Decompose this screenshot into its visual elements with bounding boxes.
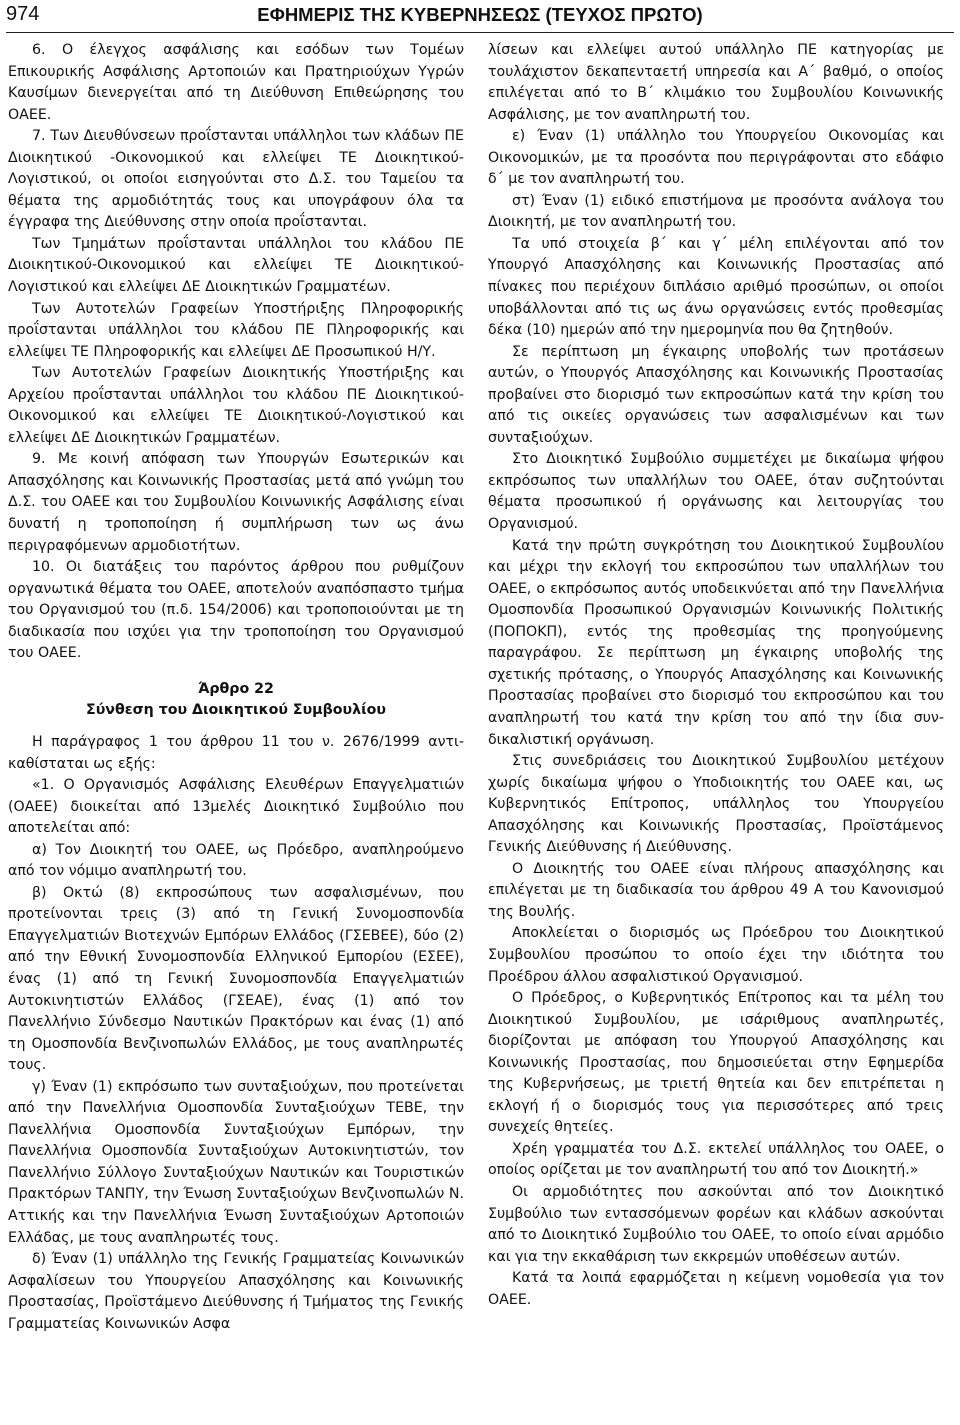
paragraph: Χρέη γραμματέα του Δ.Σ. εκτελεί υπάλληλος του ΟΑΕΕ, ο οποίος ορίζεται με τον αναπληρωτή του από τον Διοικητή.» [488, 1140, 944, 1179]
paragraph: Σε περίπτωση μη έγκαιρης υποβολής των προτάσεων αυτών, ο Υπουργός Απασχόλησης και Κοινωνικής Προστασίας προβαίνει στο διορισμό των εκπροσώπων κατά την κρίση του από τις οικείες οργανώσεις των ασφαλισμένων και των συνταξιούχων. [488, 343, 944, 446]
paragraph: δ) Έναν (1) υπάλληλο της Γενικής Γραμματείας Κοινωνικών Ασφαλίσεων του Υπουργείου Απασχόλησης και Κοινωνικής Προστασίας, Προϊστάμενο Διεύθυνσης ή Τμήματος της Γενικής Γραμματείας Κοινωνικών Ασφα [8, 1251, 464, 1332]
paragraph: 7. Των Διευθύνσεων προΐστανται υπάλληλοι των κλάδων ΠΕ Διοικητικού -Οικονομικού και ελλείψει ΤΕ Διοικητικού-Λογιστικού, οι οποίοι εισηγούνται στο Δ.Σ. του Ταμείου τα θέματα της αρμοδιότητάς τους και υπογράφουν όλα τα έγγραφα της Διεύθυνσης στην οποία προΐστανται. [8, 128, 464, 231]
paragraph: Ο Πρόεδρος, ο Κυβερνητικός Επίτροπος και τα μέλη του Διοικητικού Συμβουλίου, με ισάριθμους αναπληρωτές, διορίζονται με απόφαση του Υπουργού Απασχόλησης και Κοινωνικής Προστασίας, που δημοσιεύεται στην Εφημερίδα της Κυβερνήσεως, με τριετή θητεία και δεν επιτρέπεται η εκλογή ή ο διορισμός τους για περισσότερες από τρεις συνεχείς θητείες. [488, 990, 944, 1136]
paragraph: 10. Οι διατάξεις του παρόντος άρθρου που ρυθμίζουν οργανωτικά θέματα του ΟΑΕΕ, αποτελούν αναπόσπαστο τμήμα του Οργανισμού του (π.δ. 154/2006) και τροποποιούνται με τη διαδικασία που ισχύει για την τροποποίηση του Οργανισμού του ΟΑΕΕ. [8, 559, 464, 662]
paragraph: Αποκλείεται ο διορισμός ως Πρόεδρου του Διοικητικού Συμβουλίου προσώπου το οποίο έχει την ιδιότητα του Προέδρου άλλου ασφαλιστικού Οργανισμού. [488, 925, 944, 985]
page-header [6, 0, 954, 33]
paragraph: 9. Με κοινή απόφαση των Υπουργών Εσωτερικών και Απασχόλησης και Κοινωνικής Προστασίας μετά από γνώμη του Δ.Σ. του ΟΑΕΕ και του Συμβουλίου Κοινωνικής Ασφάλισης είναι δυνατή η τροποποίηση ή συμπλήρωση των ως άνω περιγραφόμενων αρμοδιοτήτων. [8, 451, 464, 554]
paragraph: λίσεων και ελλείψει αυτού υπάλληλο ΠΕ κατηγορίας με τουλάχιστον δεκαπενταετή υπηρεσία και Α΄ βαθμό, ο οποίος επιλέγεται από το Β΄ κλιμάκιο του Συμβουλίου Κοινωνικής Ασφάλισης, με τον αναπληρωτή του. [488, 42, 944, 123]
paragraph: Στο Διοικητικό Συμβούλιο συμμετέχει με δικαίωμα ψήφου εκπρόσωπος των υπαλλήλων του ΟΑΕΕ, όταν συζητούνται θέματα προσωπικού ή οργάνωσης και λειτουργίας του Οργανισμού. [488, 451, 944, 533]
article-number: Άρθρο 22 [198, 680, 274, 697]
paragraph: Οι αρμοδιότητες που ασκούνται από τον Διοικητικό Συμβούλιο των εντασσόμενων φορέων και κλάδων ασκούνται από το Διοικητικό Συμβούλιο του ΟΑΕΕ, το οποίο είναι αρμόδιο και για την εκκαθάριση των εκκρεμών υποθέσεων αυτών. [488, 1183, 944, 1265]
paragraph: «1. Ο Οργανισμός Ασφάλισης Ελευθέρων Επαγγελματιών (ΟΑΕΕ) διοικείται από 13μελές Διοικητικό Συμβούλιο που αποτελείται από: [8, 777, 464, 837]
paragraph: β) Οκτώ (8) εκπροσώπους των ασφαλισμένων, που προτείνονται τρεις (3) από τη Γενική Συνομοσπονδία Επαγγελματιών Βιοτεχνών Εμπόρων Ελλάδος (ΓΣΕΒΕΕ), δύο (2) από την Εθνική Συνομοσπονδία Ελληνικού Εμπορίου (ΕΣΕΕ), ένας (1) από τη Γενική Συνομοσπονδία Επαγγελματιών Αυτοκινητιστών Ελλάδος (ΓΣΕΑΕ), ένας (1) από τον Πανελλήνιο Σύνδεσμο Ναυτικών Πρακτόρων και ένας (1) από τη Ομοσπονδία Βενζινοπωλών Ελλάδος, με τους αναπληρωτές τους. [8, 884, 464, 1074]
paragraph: Η παράγραφος 1 του άρθρου 11 του ν. 2676/1999 αντικαθίσταται ως εξής: [8, 733, 464, 772]
paragraph: Των Αυτοτελών Γραφείων Υποστήριξης Πληροφορικής προΐστανται υπάλληλοι του κλάδου ΠΕ Πληροφορικής και ελλείψει ΤΕ Πληροφορικής και ελλείψει ΔΕ Προσωπικού Η/Υ. [8, 300, 464, 360]
paragraph: Τα υπό στοιχεία β΄ και γ΄ μέλη επιλέγονται από τον Υπουργό Απασχόλησης και Κοινωνικής Προστασίας από πίνακες που περιέχουν διπλάσιο αριθμό προσώπων, οι οποίοι υποβάλλονται από τις ως άνω οργανώσεις εντός προθεσμίας δέκα (10) ημερών από την ημερομηνία που θα ζητηθούν. [488, 235, 944, 339]
paragraph: Κατά τα λοιπά εφαρμόζεται η κείμενη νομοθεσία για τον ΟΑΕΕ. [488, 1270, 944, 1308]
paragraph: ε) Έναν (1) υπάλληλο του Υπουργείου Οικονομίας και Οικονομικών, με τα προσόντα που περιγράφονται στο εδάφιο δ΄ με τον αναπληρωτή του. [488, 128, 944, 188]
paragraph: Στις συνεδριάσεις του Διοικητικού Συμβουλίου μετέχουν χωρίς δικαίωμα ψήφου ο Υποδιοικητής του ΟΑΕΕ και, ως Κυβερνητικός Επίτροπος, υπάλληλος του Υπουργείου Απασχόλησης και Κοινωνικής Προστασίας, Προϊστάμενος Γενικής Διεύθυνσης ή Διεύθυνσης. [488, 753, 944, 856]
left-column [8, 40, 464, 1335]
paragraph: Των Τμημάτων προΐστανται υπάλληλοι του κλάδου ΠΕ Διοικητικού-Οικονομικού και ελλείψει ΤΕ Διοικητικού-Λογιστικού και ελλείψει ΔΕ Διοικητικών Γραμματέων. [8, 235, 464, 296]
paragraph: Των Αυτοτελών Γραφείων Διοικητικής Υποστήριξης και Αρχείου προΐστανται υπάλληλοι του κλάδου ΠΕ Διοικητικού-Οικονομικού και ελλείψει ΤΕ Διοικητικού-Λογιστικού και ελλείψει ΔΕ Διοικητικών Γραμματέων. [8, 365, 464, 446]
paragraph: Ο Διοικητής του ΟΑΕΕ είναι πλήρους απασχόλησης και επιλέγεται με τη διαδικασία του άρθρου 49 Α του Κανονισμού της Βουλής. [488, 860, 944, 920]
page-number: 974 [6, 3, 40, 25]
paragraph: στ) Έναν (1) ειδικό επιστήμονα με προσόντα ανάλογα του Διοικητή, με τον αναπληρωτή του. [488, 192, 944, 231]
paragraph: Κατά την πρώτη συγκρότηση του Διοικητικού Συμβουλίου και μέχρι την εκλογή του εκπροσώπου των υπαλλήλων του ΟΑΕΕ, ο εκπρόσωπος αυτός υποδεικνύεται από την Πανελλήνια Ομοσπονδία Προσωπικού Οργανισμών Κοινωνικής Πολιτικής (ΠΟΠΟΚΠ), εντός της προθεσμίας της προηγούμενης παραγράφου. Σε περίπτωση μη έγκαιρης υποβολής της σχετικής πρότασης, ο Υπουργός Απασχόλησης και Κοινωνικής Προστασίας προβαίνει στο διορισμό του εκπροσώπου και του αναπληρωτή του κατά την κρίση του από την ίδια συνδικαλιστική οργάνωση. [488, 537, 944, 748]
gazette-title: ΕΦΗΜΕΡΙΣ ΤΗΣ ΚΥΒΕΡΝΗΣΕΩΣ (ΤΕΥΧΟΣ ΠΡΩΤΟ) [257, 4, 703, 25]
paragraph: γ) Έναν (1) εκπρόσωπο των συνταξιούχων, που προτείνεται από την Πανελλήνια Ομοσπονδία Συνταξιούχων ΤΕΒΕ, την Πανελλήνια Ομοσπονδία Συνταξιούχων Εμπόρων, την Πανελλήνια Ομοσπονδία Συνταξιούχων Αυτοκινητιστών, τον Πανελλήνιο Σύλλογο Συνταξιούχων Ναυτικών και Τουριστικών Πρακτόρων ΤΑΝΠΥ, την Ένωση Συνταξιούχων Βενζινοπωλών Ν. Αττικής και την Πανελλήνια Ένωση Συνταξιούχων Αρτοποιών Ελλάδας, με τους αναπληρωτές τους. [8, 1078, 464, 1246]
paragraph: 6. Ο έλεγχος ασφάλισης και εσόδων των Τομέων Επικουρικής Ασφάλισης Αρτοποιών και Πρατηριούχων Υγρών Καυσίμων διενεργείται από τη Διεύθυνση Επιθεώρησης του ΟΑΕΕ. [8, 42, 464, 123]
right-column [488, 40, 944, 1311]
paragraph: α) Τον Διοικητή του ΟΑΕΕ, ως Πρόεδρο, αναπληρούμενο από τον νόμιμο αναπληρωτή του. [8, 841, 464, 880]
article-title: Σύνθεση του Διοικητικού Συμβουλίου [86, 702, 386, 719]
